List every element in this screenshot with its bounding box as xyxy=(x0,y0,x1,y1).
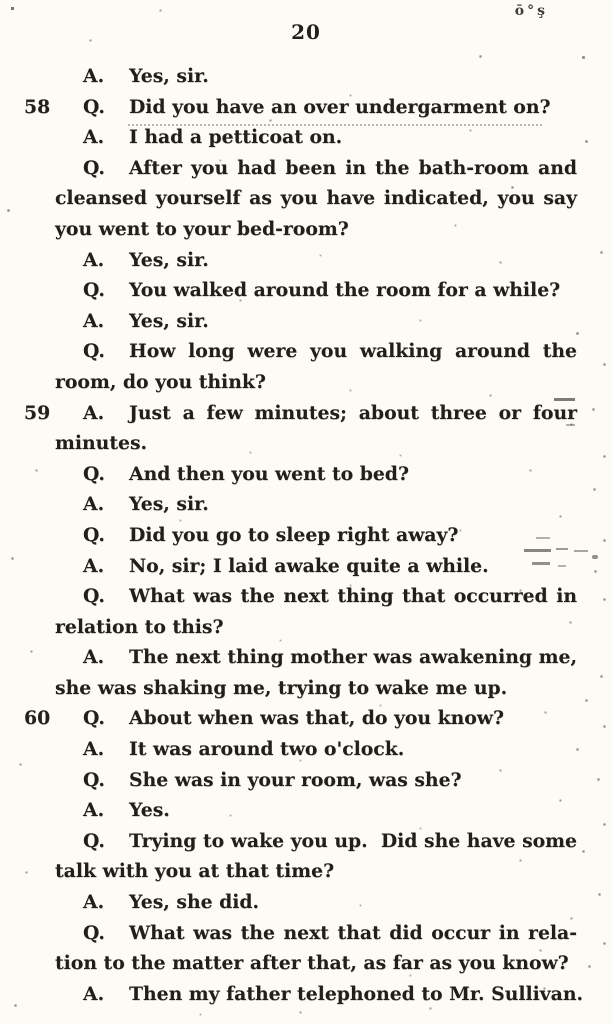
line-content: A. Just a few minutes; about three or four xyxy=(55,402,577,424)
qa-entry xyxy=(24,92,577,123)
line-content: A. Then my father telephoned to Mr. Sullivan. xyxy=(55,983,583,1005)
margin-number: 60 xyxy=(24,707,51,730)
line-content: Q. She was in your room, was she? xyxy=(55,769,462,791)
pencil-mark xyxy=(592,555,598,559)
line-content: A. Yes, she did. xyxy=(55,891,259,913)
transcript-line xyxy=(55,979,584,1010)
speaker-prefix: Q. xyxy=(83,829,105,852)
speaker-prefix: Q. xyxy=(83,340,105,363)
transcript-line xyxy=(55,214,577,245)
speaker-prefix: A. xyxy=(83,982,105,1005)
transcript-line xyxy=(55,856,577,887)
line-content: Q. What was the next thing that occurred in xyxy=(55,585,577,607)
corner-stamp: ō°ş xyxy=(514,3,548,19)
qa-entry xyxy=(55,61,577,92)
speaker-prefix: A. xyxy=(83,891,105,914)
speaker-prefix: Q. xyxy=(83,768,105,791)
speaker-prefix: A. xyxy=(83,65,105,87)
line-content: Q. Trying to wake you up. Did she have some xyxy=(55,830,577,852)
speaker-prefix: A. xyxy=(83,646,105,669)
line-content: A. The next thing mother was awakening me, xyxy=(55,646,577,668)
margin-number: 58 xyxy=(24,95,51,118)
qa-entry xyxy=(55,734,577,765)
line-content: Q. You walked around the room for a while? xyxy=(55,279,560,301)
line-content: minutes. xyxy=(55,432,148,455)
line-content: A. It was around two o'clock. xyxy=(55,738,404,760)
qa-entry xyxy=(55,642,577,703)
line-content: A. I had a petticoat on. xyxy=(55,126,342,148)
transcript-line xyxy=(55,551,577,582)
line-content: A. Yes, sir. xyxy=(55,493,209,515)
line-content: tion to the matter after that, as far as you know? xyxy=(55,952,569,975)
qa-entry xyxy=(55,122,577,153)
qa-entry xyxy=(55,306,577,337)
transcript-line xyxy=(55,275,577,306)
line-content: Q. About when was that, do you know? xyxy=(55,707,504,729)
transcript-line xyxy=(55,612,577,643)
transcript-line xyxy=(55,336,577,367)
speaker-prefix: Q. xyxy=(83,523,105,546)
speaker-prefix: A. xyxy=(83,309,105,332)
transcript-line xyxy=(55,245,577,276)
qa-entry xyxy=(55,489,577,520)
qa-entry xyxy=(55,795,577,826)
line-content: Q. After you had been in the bath-room and xyxy=(55,157,577,179)
transcript-line xyxy=(55,826,577,857)
transcript-line xyxy=(55,428,577,459)
transcript-line xyxy=(55,887,577,918)
speaker-prefix: Q. xyxy=(83,921,105,944)
speaker-prefix: Q. xyxy=(83,462,105,485)
qa-entry xyxy=(55,153,577,245)
transcript-line xyxy=(55,795,577,826)
speaker-prefix: A. xyxy=(83,126,105,149)
speaker-prefix: Q. xyxy=(83,279,105,302)
margin-number: 59 xyxy=(24,401,51,424)
transcript-line xyxy=(55,306,577,337)
transcript-line xyxy=(55,153,577,184)
qa-entry xyxy=(55,336,577,397)
transcript-line xyxy=(55,948,577,979)
transcript-line xyxy=(55,765,577,796)
speaker-prefix: A. xyxy=(83,493,105,516)
transcript-line xyxy=(55,734,577,765)
line-content: cleansed yourself as you have indicated, you say xyxy=(55,187,577,210)
transcript-body xyxy=(24,61,584,1009)
speaker-prefix: A. xyxy=(83,554,105,577)
qa-entry xyxy=(55,520,577,551)
transcript-line xyxy=(55,459,577,490)
qa-entry xyxy=(55,765,577,796)
speaker-prefix: Q. xyxy=(83,156,105,179)
speaker-prefix: A. xyxy=(83,799,105,822)
speaker-prefix: Q. xyxy=(83,585,105,608)
speaker-prefix: A. xyxy=(83,401,105,424)
transcript-line xyxy=(55,673,577,704)
line-content: Q. And then you went to bed? xyxy=(55,463,409,485)
line-content: A. No, sir; I laid awake quite a while. xyxy=(55,555,489,577)
transcript-line xyxy=(55,918,577,949)
qa-entry xyxy=(55,275,577,306)
line-content: she was shaking me, trying to wake me up. xyxy=(55,676,508,699)
qa-entry xyxy=(24,398,577,459)
speaker-prefix: Q. xyxy=(83,707,105,730)
line-content: Q. Did you have an over undergarment on? xyxy=(55,96,551,118)
transcript-line xyxy=(55,581,577,612)
transcript-line xyxy=(55,367,577,398)
qa-entry xyxy=(55,918,577,979)
line-content: A. Yes, sir. xyxy=(55,249,209,271)
speaker-prefix: A. xyxy=(83,248,105,271)
transcript-line xyxy=(55,183,577,214)
transcript-line xyxy=(55,520,577,551)
qa-entry xyxy=(55,826,577,887)
qa-entry xyxy=(24,703,577,734)
transcript-line xyxy=(55,703,577,734)
transcript-line xyxy=(55,122,577,153)
qa-entry xyxy=(55,459,577,490)
speaker-prefix: Q. xyxy=(83,95,105,118)
transcript-line xyxy=(55,489,577,520)
qa-entry xyxy=(55,887,577,918)
line-content: room, do you think? xyxy=(55,370,266,393)
qa-entry xyxy=(55,551,577,582)
page-number: 20 xyxy=(291,20,321,44)
line-content: Q. What was the next that did occur in rela- xyxy=(55,922,577,944)
speaker-prefix: A. xyxy=(83,738,105,761)
line-content: Q. How long were you walking around the xyxy=(55,340,577,362)
line-content: you went to your bed-room? xyxy=(55,217,349,240)
transcript-line xyxy=(55,61,577,92)
transcript-line xyxy=(55,642,577,673)
line-content: A. Yes. xyxy=(55,799,170,821)
qa-entry xyxy=(55,245,577,276)
qa-entry xyxy=(55,979,584,1010)
scan-noise xyxy=(0,0,1,1)
transcript-line xyxy=(55,92,577,123)
line-content: A. Yes, sir. xyxy=(55,310,209,332)
line-content: A. Yes, sir. xyxy=(55,65,209,87)
qa-entry xyxy=(55,581,577,642)
transcript-line xyxy=(55,398,577,429)
line-content: Q. Did you go to sleep right away? xyxy=(55,524,458,546)
line-content: talk with you at that time? xyxy=(55,860,335,883)
line-content: relation to this? xyxy=(55,615,224,638)
